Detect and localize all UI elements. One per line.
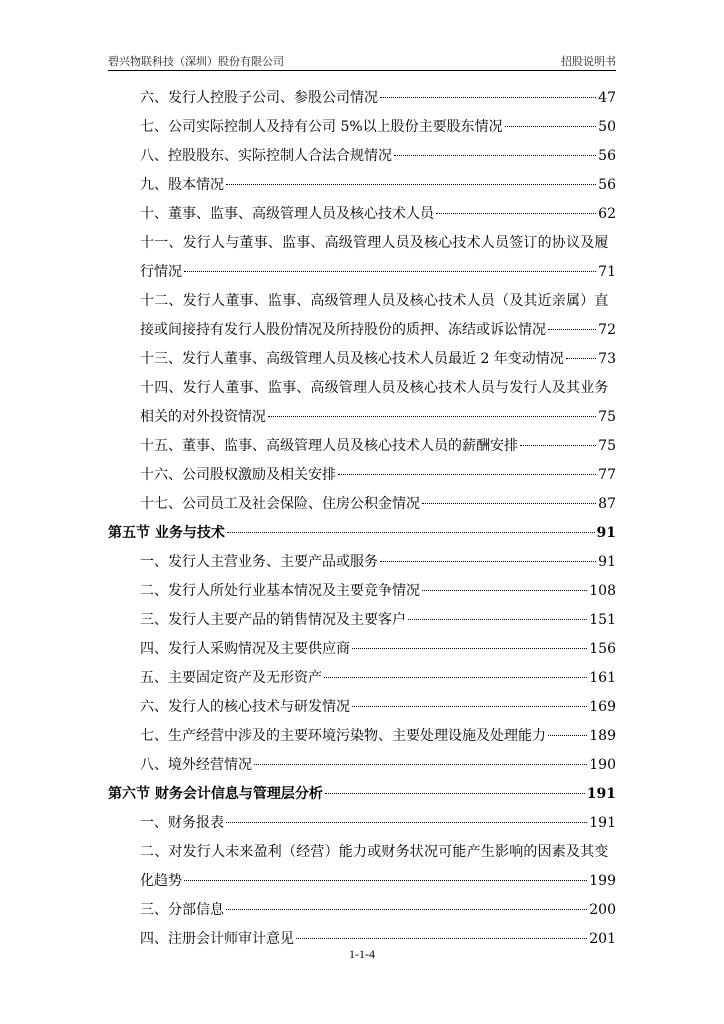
toc-entry-title: 十二、发行人董事、监事、高级管理人员及核心技术人员（及其近亲属）直 (140, 293, 609, 309)
dot-leader (352, 706, 587, 707)
toc-entry-title: 八、境外经营情况 (140, 757, 252, 773)
toc-entry[interactable] (108, 374, 616, 403)
toc-entry[interactable] (108, 577, 616, 606)
toc-entry-title-continued: 相关的对外投资情况 (140, 409, 266, 425)
toc-entry[interactable] (108, 84, 616, 113)
header-company-name: 碧兴物联科技（深圳）股份有限公司 (108, 55, 284, 68)
toc-entry[interactable] (108, 809, 616, 838)
toc-entry[interactable] (108, 693, 616, 722)
dot-leader (422, 590, 587, 591)
toc-entry-title-continued: 化趋势 (140, 873, 182, 889)
toc-entry-page: 161 (589, 670, 616, 686)
toc-entry-title: 五、主要固定资产及无形资产 (140, 670, 322, 686)
toc-entry-page: 199 (589, 873, 616, 889)
toc-entry-page: 169 (589, 699, 616, 715)
toc-entry-page: 108 (589, 583, 616, 599)
dot-leader (325, 793, 585, 794)
dot-leader (268, 416, 596, 417)
toc-entry[interactable] (108, 461, 616, 490)
toc-entry-title: 十、董事、监事、高级管理人员及核心技术人员 (140, 206, 434, 222)
toc-entry-title: 第六节 财务会计信息与管理层分析 (108, 786, 323, 802)
toc-entry-page: 201 (589, 931, 616, 947)
header-document-type: 招股说明书 (561, 55, 616, 68)
toc-entry-title: 七、公司实际控制人及持有公司 5%以上股份主要股东情况 (140, 119, 503, 135)
toc-entry[interactable] (108, 200, 616, 229)
toc-entry-title: 十四、发行人董事、监事、高级管理人员及核心技术人员与发行人及其业务 (140, 380, 609, 396)
dot-leader (296, 938, 587, 939)
toc-entry-page: 87 (598, 496, 616, 512)
toc-entry-title-continued: 行情况 (140, 264, 182, 280)
toc-entry-page: 75 (598, 409, 616, 425)
dot-leader (184, 271, 596, 272)
dot-leader (422, 503, 596, 504)
toc-entry-title: 四、注册会计师审计意见 (140, 931, 294, 947)
dot-leader (394, 155, 596, 156)
page-header (108, 50, 616, 71)
toc-entry-title: 十七、公司员工及社会保险、住房公积金情况 (140, 496, 420, 512)
toc-entry-page: 156 (589, 641, 616, 657)
toc-entry[interactable] (108, 113, 616, 142)
toc-entry[interactable] (108, 432, 616, 461)
dot-leader (380, 97, 596, 98)
dot-leader (352, 648, 587, 649)
toc-entry-continuation[interactable] (108, 867, 616, 896)
toc-entry-title-continued: 接或间接持有发行人股份情况及所持股份的质押、冻结或诉讼情况 (140, 322, 546, 338)
dot-leader (184, 880, 587, 881)
toc-section-heading[interactable] (108, 780, 616, 809)
toc-entry-title: 三、分部信息 (140, 902, 224, 918)
toc-entry-page: 62 (598, 206, 616, 222)
toc-entry-page: 56 (598, 177, 616, 193)
table-of-contents (108, 84, 616, 954)
toc-entry-page: 56 (598, 148, 616, 164)
footer-page-number: 1-1-4 (349, 947, 375, 961)
toc-entry[interactable] (108, 171, 616, 200)
toc-entry-continuation[interactable] (108, 403, 616, 432)
dot-leader (548, 735, 587, 736)
toc-entry[interactable] (108, 838, 616, 867)
toc-entry-title: 六、发行人的核心技术与研发情况 (140, 699, 350, 715)
toc-entry-page: 77 (598, 467, 616, 483)
dot-leader (254, 764, 587, 765)
toc-entry-title: 第五节 业务与技术 (108, 525, 225, 541)
toc-entry-title: 三、发行人主要产品的销售情况及主要客户 (140, 612, 406, 628)
toc-entry[interactable] (108, 490, 616, 519)
toc-entry-title: 四、发行人采购情况及主要供应商 (140, 641, 350, 657)
toc-entry[interactable] (108, 722, 616, 751)
toc-entry-title: 十一、发行人与董事、监事、高级管理人员及核心技术人员签订的协议及履 (140, 235, 609, 251)
toc-entry-title: 八、控股股东、实际控制人合法合规情况 (140, 148, 392, 164)
dot-leader (520, 445, 596, 446)
dot-leader (226, 909, 587, 910)
toc-entry-page: 71 (598, 264, 616, 280)
toc-entry[interactable] (108, 635, 616, 664)
dot-leader (380, 561, 596, 562)
toc-entry-continuation[interactable] (108, 316, 616, 345)
toc-entry[interactable] (108, 664, 616, 693)
toc-entry-page: 191 (586, 786, 616, 802)
dot-leader (226, 184, 596, 185)
toc-entry-title: 十六、公司股权激励及相关安排 (140, 467, 336, 483)
toc-entry-page: 50 (598, 119, 616, 135)
toc-entry-title: 一、发行人主营业务、主要产品或服务 (140, 554, 378, 570)
toc-entry-title: 二、发行人所处行业基本情况及主要竞争情况 (140, 583, 420, 599)
toc-entry-title: 六、发行人控股子公司、参股公司情况 (140, 90, 378, 106)
toc-section-heading[interactable] (108, 519, 616, 548)
toc-entry-page: 190 (589, 757, 616, 773)
toc-entry-page: 91 (596, 525, 616, 541)
toc-entry-page: 189 (589, 728, 616, 744)
toc-entry-page: 73 (598, 351, 616, 367)
dot-leader (566, 358, 596, 359)
dot-leader (226, 822, 587, 823)
toc-entry[interactable] (108, 229, 616, 258)
dot-leader (548, 329, 596, 330)
toc-entry-page: 47 (598, 90, 616, 106)
dot-leader (505, 126, 597, 127)
toc-entry-title: 一、财务报表 (140, 815, 224, 831)
toc-entry[interactable] (108, 345, 616, 374)
dot-leader (436, 213, 596, 214)
toc-entry-page: 151 (589, 612, 616, 628)
toc-entry-title: 十五、董事、监事、高级管理人员及核心技术人员的薪酬安排 (140, 438, 518, 454)
page-footer (0, 947, 724, 962)
toc-entry[interactable] (108, 287, 616, 316)
toc-entry[interactable] (108, 896, 616, 925)
dot-leader (408, 619, 587, 620)
toc-entry[interactable] (108, 142, 616, 171)
toc-entry-page: 75 (598, 438, 616, 454)
toc-entry-page: 91 (598, 554, 616, 570)
dot-leader (324, 677, 587, 678)
toc-entry-page: 72 (598, 322, 616, 338)
toc-entry[interactable] (108, 751, 616, 780)
toc-entry[interactable] (108, 548, 616, 577)
toc-entry-title: 十三、发行人董事、高级管理人员及核心技术人员最近 2 年变动情况 (140, 351, 564, 367)
toc-entry-title: 二、对发行人未来盈利（经营）能力或财务状况可能产生影响的因素及其变 (140, 844, 609, 860)
toc-entry[interactable] (108, 606, 616, 635)
toc-entry-continuation[interactable] (108, 258, 616, 287)
toc-entry-page: 191 (589, 815, 616, 831)
toc-entry-page: 200 (589, 902, 616, 918)
toc-entry-title: 七、生产经营中涉及的主要环境污染物、主要处理设施及处理能力 (140, 728, 546, 744)
toc-entry-title: 九、股本情况 (140, 177, 224, 193)
dot-leader (338, 474, 596, 475)
dot-leader (227, 532, 595, 533)
